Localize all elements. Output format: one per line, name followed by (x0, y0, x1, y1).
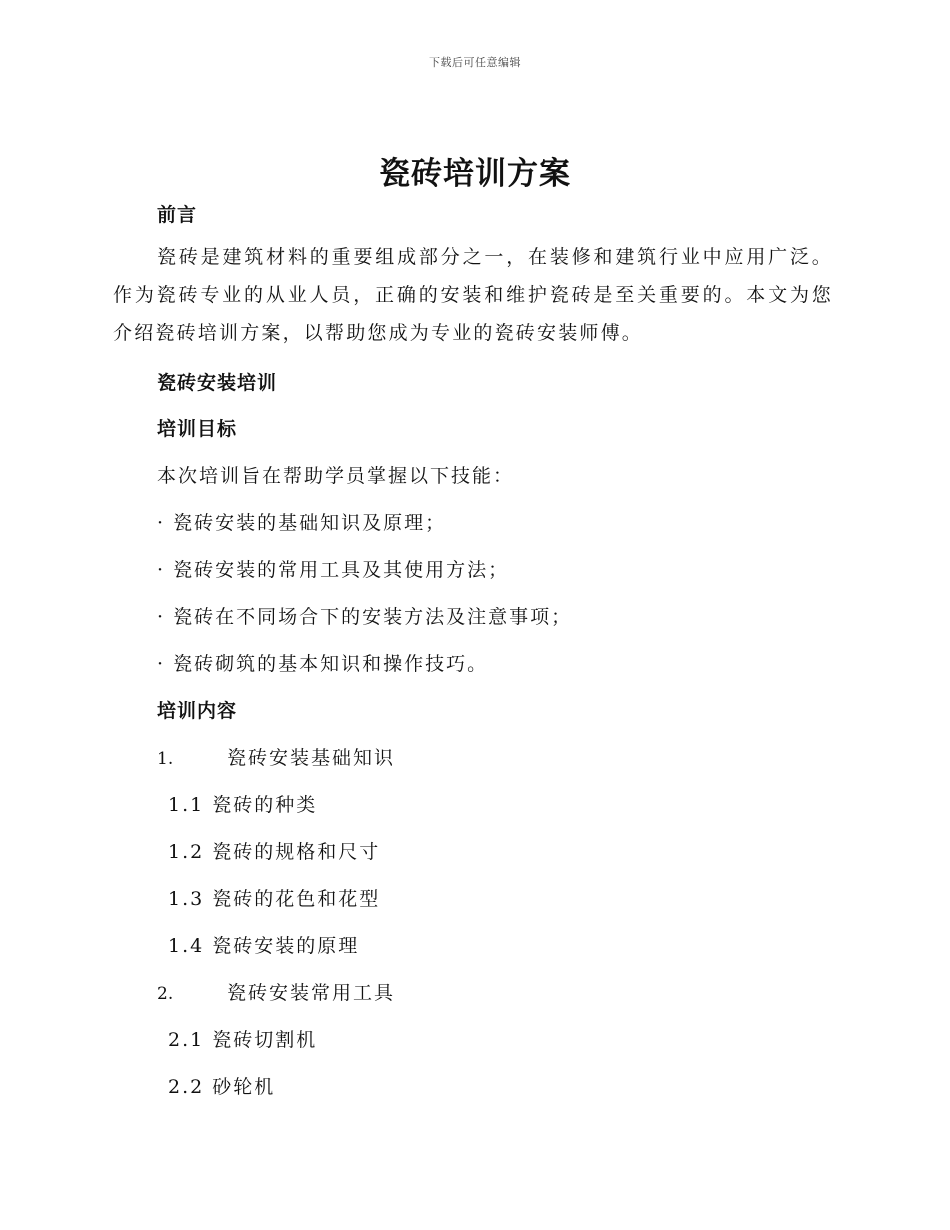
content-sub-item: 1.2 瓷砖的规格和尺寸 (168, 841, 381, 863)
goal-bullet-item: · 瓷砖安装的基础知识及原理； (157, 512, 447, 534)
training-content-heading: 培训内容 (157, 700, 238, 722)
content-sub-item: 1.4 瓷砖安装的原理 (168, 935, 360, 957)
goal-bullet-item: · 瓷砖砌筑的基本知识和操作技巧。 (157, 653, 489, 675)
training-goals-intro: 本次培训旨在帮助学员掌握以下技能： (157, 465, 515, 487)
document-title: 瓷砖培训方案 (379, 156, 571, 192)
preface-heading: 前言 (157, 204, 198, 226)
content-item-label: 瓷砖安装常用工具 (227, 982, 396, 1004)
content-sub-item: 1.1 瓷砖的种类 (168, 794, 318, 816)
goal-bullet-item: · 瓷砖在不同场合下的安装方法及注意事项； (157, 606, 573, 628)
content-item-label: 瓷砖安装基础知识 (227, 747, 396, 769)
preface-paragraph: 瓷砖是建筑材料的重要组成部分之一，在装修和建筑行业中应用广泛。作为瓷砖专业的从业人员，正确的安装和维护瓷砖是至关重要的。本文为您介绍瓷砖培训方案，以帮助您成为专业的瓷砖安装师傅。 (113, 246, 833, 344)
content-sub-item: 2.1 瓷砖切割机 (168, 1029, 318, 1051)
content-item-2 (157, 978, 395, 1005)
content-sub-item: 1.3 瓷砖的花色和花型 (168, 888, 381, 910)
content-item-1 (157, 743, 395, 770)
content-item-number: 2. (157, 984, 174, 1004)
content-sub-item: 2.2 砂轮机 (168, 1076, 276, 1098)
header-note: 下载后可任意编辑 (429, 56, 521, 69)
goal-bullet-item: · 瓷砖安装的常用工具及其使用方法； (157, 559, 510, 581)
installation-training-heading: 瓷砖安装培训 (157, 372, 278, 394)
training-goals-heading: 培训目标 (157, 418, 238, 440)
content-item-number: 1. (157, 749, 174, 769)
